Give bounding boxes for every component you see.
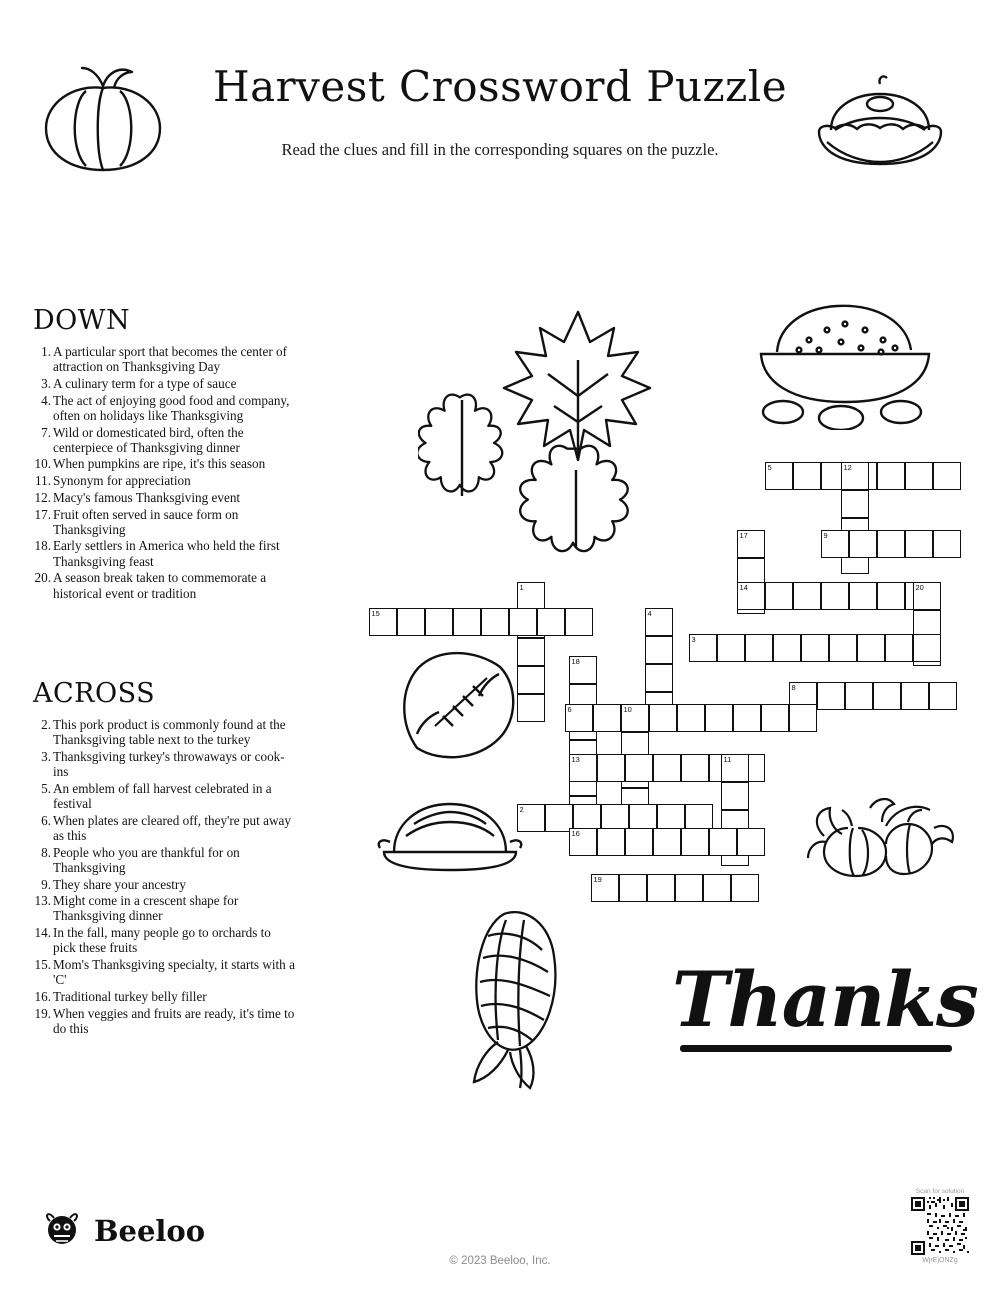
pie-icon bbox=[805, 68, 955, 183]
clue-text: An emblem of fall harvest celebrated in a festival bbox=[53, 780, 272, 812]
crossword-cell[interactable] bbox=[849, 582, 877, 610]
clue-item bbox=[33, 376, 293, 391]
bee-icon bbox=[42, 1208, 82, 1253]
across-clue-list bbox=[33, 717, 295, 1036]
crossword-cell[interactable] bbox=[765, 462, 793, 490]
clue-text: Traditional turkey belly filler bbox=[53, 988, 207, 1004]
crossword-cell-number: 9 bbox=[823, 531, 828, 540]
crossword-cell[interactable] bbox=[789, 704, 817, 732]
crossword-cell[interactable] bbox=[801, 634, 829, 662]
clue-text: A season break taken to commemorate a historical event or tradition bbox=[53, 570, 267, 601]
crossword-cell[interactable] bbox=[677, 704, 705, 732]
across-heading: ACROSS bbox=[33, 678, 156, 709]
crossword-cell[interactable] bbox=[717, 634, 745, 662]
crossword-cell[interactable] bbox=[645, 608, 673, 636]
crossword-cell[interactable] bbox=[593, 704, 621, 732]
clue-number: 11. bbox=[35, 473, 51, 489]
qr-caption: Scan for solution bbox=[915, 1188, 965, 1195]
clue-text: A culinary term for a type of sauce bbox=[53, 375, 237, 391]
down-clue-list bbox=[33, 344, 293, 601]
crossword-cell-number: 8 bbox=[791, 683, 796, 692]
clue-text: They share your ancestry bbox=[53, 876, 186, 892]
clue-text: The act of enjoying good food and company, often on holidays like Thanksgiving bbox=[53, 392, 290, 423]
crossword-cell[interactable] bbox=[597, 754, 625, 782]
pumpkin-icon bbox=[28, 58, 178, 183]
crossword-cell[interactable] bbox=[773, 634, 801, 662]
qr-code[interactable] bbox=[911, 1197, 969, 1255]
clue-text: People who you are thankful for on Thanksgiving bbox=[53, 844, 240, 875]
crossword-cell[interactable] bbox=[621, 704, 649, 732]
crossword-cell[interactable] bbox=[905, 530, 933, 558]
clue-number: 13. bbox=[34, 893, 51, 909]
roast-turkey-icon bbox=[370, 790, 530, 885]
crossword-cell[interactable] bbox=[689, 634, 717, 662]
leaves-icon bbox=[418, 300, 688, 565]
brand-logo bbox=[42, 1208, 205, 1253]
crossword-cell[interactable] bbox=[793, 462, 821, 490]
clue-number: 2. bbox=[41, 717, 51, 732]
clue-number: 6. bbox=[41, 812, 51, 828]
crossword-cell[interactable] bbox=[591, 874, 619, 902]
down-clues-section bbox=[33, 305, 293, 602]
clue-number: 14. bbox=[34, 925, 51, 941]
crossword-cell[interactable] bbox=[397, 608, 425, 636]
crossword-cell[interactable] bbox=[675, 874, 703, 902]
clue-number: 4. bbox=[41, 392, 51, 408]
clue-text: This pork product is commonly found at the Thanksgiving table next to the turkey bbox=[53, 717, 286, 748]
clue-item bbox=[33, 813, 295, 843]
crossword-cell[interactable] bbox=[845, 682, 873, 710]
crossword-cell[interactable] bbox=[517, 582, 545, 610]
crossword-cell[interactable] bbox=[877, 530, 905, 558]
crossword-cell[interactable] bbox=[933, 462, 961, 490]
thanks-decorative-word: Thanks bbox=[672, 955, 978, 1044]
crossword-cell-number: 16 bbox=[571, 829, 580, 838]
clue-item bbox=[33, 507, 293, 537]
clue-item bbox=[33, 957, 295, 987]
crossword-cell[interactable] bbox=[849, 530, 877, 558]
clue-text: In the fall, many people go to orchards to pick these fruits bbox=[53, 925, 271, 956]
clue-number: 12. bbox=[34, 489, 51, 505]
crossword-cell-number: 10 bbox=[623, 705, 632, 714]
clue-number: 10. bbox=[34, 456, 51, 472]
crossword-cell[interactable] bbox=[821, 530, 849, 558]
clue-item bbox=[33, 490, 293, 505]
clue-item bbox=[33, 1006, 295, 1036]
crossword-cell[interactable] bbox=[569, 828, 597, 856]
crossword-cell-number: 19 bbox=[593, 875, 602, 884]
crossword-cell[interactable] bbox=[877, 582, 905, 610]
crossword-cell[interactable] bbox=[721, 754, 749, 782]
clue-item bbox=[33, 344, 293, 374]
crossword-cell-number: 2 bbox=[519, 805, 524, 814]
crossword-cell[interactable] bbox=[517, 666, 545, 694]
crossword-cell-number: 13 bbox=[571, 755, 580, 764]
crossword-cell[interactable] bbox=[737, 828, 765, 856]
clue-item bbox=[33, 893, 295, 923]
crossword-cell[interactable] bbox=[647, 874, 675, 902]
crossword-cell[interactable] bbox=[913, 634, 941, 662]
crossword-cell[interactable] bbox=[885, 634, 913, 662]
crossword-cell[interactable] bbox=[929, 682, 957, 710]
crossword-cell[interactable] bbox=[873, 682, 901, 710]
crossword-cell[interactable] bbox=[653, 828, 681, 856]
clue-item bbox=[33, 570, 293, 600]
clue-text: Mom's Thanksgiving specialty, it starts with a 'C' bbox=[53, 957, 295, 988]
clue-number: 3. bbox=[41, 375, 51, 391]
crossword-cell[interactable] bbox=[569, 656, 597, 684]
page-title: Harvest Crossword Puzzle bbox=[212, 62, 788, 111]
clue-item bbox=[33, 925, 295, 955]
clue-number: 19. bbox=[34, 1005, 51, 1021]
clue-text: When pumpkins are ripe, it's this season bbox=[53, 456, 266, 472]
crossword-cell[interactable] bbox=[597, 828, 625, 856]
crossword-cell[interactable] bbox=[517, 694, 545, 722]
crossword-cell[interactable] bbox=[645, 636, 673, 664]
crossword-cell-number: 20 bbox=[915, 583, 924, 592]
crossword-cell[interactable] bbox=[857, 634, 885, 662]
crossword-cell[interactable] bbox=[737, 582, 765, 610]
clue-number: 16. bbox=[34, 988, 51, 1004]
clue-number: 5. bbox=[41, 780, 51, 796]
clue-text: A particular sport that becomes the center of attraction on Thanksgiving Day bbox=[53, 344, 287, 375]
clue-text: Fruit often served in sauce form on Thanksgiving bbox=[53, 506, 239, 537]
crossword-cell[interactable] bbox=[517, 638, 545, 666]
crossword-cell[interactable] bbox=[877, 462, 905, 490]
clue-item bbox=[33, 393, 293, 423]
crossword-cell[interactable] bbox=[821, 582, 849, 610]
clue-text: Might come in a crescent shape for Thanksgiving dinner bbox=[53, 893, 239, 924]
crossword-cell[interactable] bbox=[905, 462, 933, 490]
down-heading: DOWN bbox=[33, 305, 131, 336]
crossword-cell-number: 14 bbox=[739, 583, 748, 592]
crossword-cell[interactable] bbox=[731, 874, 759, 902]
clue-text: When veggies and fruits are ready, it's time to do this bbox=[53, 1005, 295, 1036]
crossword-cell[interactable] bbox=[793, 582, 821, 610]
clue-text: Synonym for appreciation bbox=[53, 473, 191, 489]
crossword-cell-number: 5 bbox=[767, 463, 772, 472]
crossword-cell[interactable] bbox=[703, 874, 731, 902]
crossword-cell[interactable] bbox=[721, 782, 749, 810]
mashed-potatoes-icon bbox=[745, 290, 945, 435]
qr-id: WjrEjONZg bbox=[922, 1257, 958, 1264]
crossword-cell[interactable] bbox=[705, 704, 733, 732]
crossword-cell-number: 18 bbox=[571, 657, 580, 666]
crossword-cell[interactable] bbox=[841, 462, 869, 490]
clue-item bbox=[33, 425, 293, 455]
clue-text: Macy's famous Thanksgiving event bbox=[53, 489, 241, 505]
crossword-cell[interactable] bbox=[745, 634, 773, 662]
clue-text: Early settlers in America who held the first Thanksgiving feast bbox=[53, 538, 280, 569]
crossword-cell-number: 4 bbox=[647, 609, 652, 618]
gourds-icon bbox=[790, 780, 960, 895]
across-clues-section bbox=[33, 678, 295, 1038]
clue-number: 18. bbox=[34, 538, 51, 554]
crossword-cell[interactable] bbox=[737, 530, 765, 558]
clue-number: 1. bbox=[41, 344, 51, 359]
crossword-cell[interactable] bbox=[625, 754, 653, 782]
crossword-cell[interactable] bbox=[565, 608, 593, 636]
clue-text: Wild or domesticated bird, often the centerpiece of Thanksgiving dinner bbox=[53, 424, 244, 455]
crossword-cell[interactable] bbox=[481, 608, 509, 636]
crossword-cell[interactable] bbox=[517, 804, 545, 832]
copyright-text: © 2023 Beeloo, Inc. bbox=[449, 1255, 551, 1267]
crossword-cell-number: 17 bbox=[739, 531, 748, 540]
clue-item bbox=[33, 781, 295, 811]
crossword-cell[interactable] bbox=[649, 704, 677, 732]
clue-item bbox=[33, 989, 295, 1004]
clue-item bbox=[33, 749, 295, 779]
football-icon bbox=[395, 650, 525, 765]
crossword-cell-number: 12 bbox=[843, 463, 852, 472]
crossword-cell[interactable] bbox=[653, 754, 681, 782]
crossword-cell[interactable] bbox=[453, 608, 481, 636]
page-header bbox=[0, 0, 1000, 200]
clue-number: 15. bbox=[34, 957, 51, 973]
thanks-underline bbox=[680, 1045, 952, 1052]
crossword-cell[interactable] bbox=[681, 754, 709, 782]
clue-number: 9. bbox=[41, 876, 51, 892]
page-subtitle: Read the clues and fill in the corresponding squares on the puzzle. bbox=[281, 140, 719, 159]
clue-number: 17. bbox=[34, 506, 51, 522]
crossword-cell[interactable] bbox=[625, 828, 653, 856]
crossword-cell[interactable] bbox=[681, 828, 709, 856]
crossword-cell-number: 1 bbox=[519, 583, 524, 592]
crossword-cell[interactable] bbox=[829, 634, 857, 662]
clue-text: When plates are cleared off, they're put away as this bbox=[53, 812, 291, 843]
crossword-cell[interactable] bbox=[765, 582, 793, 610]
crossword-cell[interactable] bbox=[817, 682, 845, 710]
crossword-cell-number: 3 bbox=[691, 635, 696, 644]
clue-number: 8. bbox=[41, 844, 51, 860]
crossword-cell[interactable] bbox=[913, 582, 941, 610]
clue-number: 3. bbox=[41, 748, 51, 764]
crossword-cell[interactable] bbox=[709, 828, 737, 856]
clue-text: Thanksgiving turkey's throwaways or cook-ins bbox=[53, 748, 285, 780]
crossword-cell[interactable] bbox=[509, 608, 537, 636]
clue-number: 20. bbox=[34, 570, 51, 586]
clue-item bbox=[33, 456, 293, 471]
crossword-cell[interactable] bbox=[933, 530, 961, 558]
crossword-cell-number: 11 bbox=[723, 755, 732, 764]
qr-block bbox=[908, 1188, 972, 1264]
crossword-cell[interactable] bbox=[425, 608, 453, 636]
clue-item bbox=[33, 877, 295, 892]
crossword-cell[interactable] bbox=[369, 608, 397, 636]
crossword-cell[interactable] bbox=[619, 874, 647, 902]
brand-name: Beeloo bbox=[94, 1213, 206, 1248]
clue-item bbox=[33, 538, 293, 568]
clue-item bbox=[33, 717, 295, 747]
crossword-cell[interactable] bbox=[761, 704, 789, 732]
crossword-cell-number: 6 bbox=[567, 705, 572, 714]
corn-icon bbox=[450, 900, 590, 1095]
clue-item bbox=[33, 473, 293, 488]
crossword-cell[interactable] bbox=[569, 754, 597, 782]
clue-number: 7. bbox=[41, 424, 51, 440]
crossword-cell[interactable] bbox=[565, 704, 593, 732]
crossword-cell[interactable] bbox=[645, 664, 673, 692]
crossword-cell[interactable] bbox=[733, 704, 761, 732]
clue-item bbox=[33, 845, 295, 875]
crossword-cell[interactable] bbox=[901, 682, 929, 710]
crossword-cell[interactable] bbox=[537, 608, 565, 636]
crossword-cell[interactable] bbox=[841, 490, 869, 518]
crossword-cell-number: 15 bbox=[371, 609, 380, 618]
